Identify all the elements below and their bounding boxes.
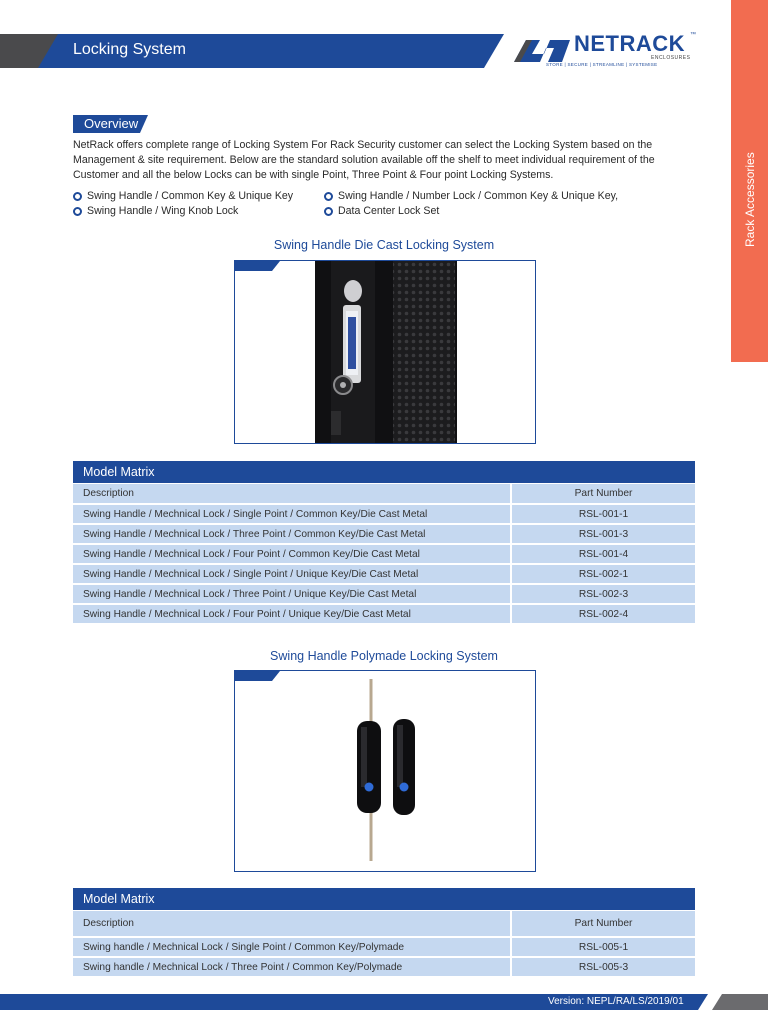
footer-version: Version: NEPL/RA/LS/2019/01 <box>548 996 684 1007</box>
row-description: Swing Handle / Mechnical Lock / Three Point / Unique Key/Die Cast Metal <box>73 584 511 604</box>
row-part-number: RSL-005-3 <box>511 957 695 977</box>
section-title-die-cast: Swing Handle Die Cast Locking System <box>273 238 495 252</box>
side-category-label: Rack Accessories <box>743 152 757 248</box>
table-header-row <box>73 484 695 504</box>
table-row <box>73 957 695 977</box>
polymade-handle-illustration <box>235 671 536 872</box>
column-header-description: Description <box>73 484 511 504</box>
bullet-item: Swing Handle / Wing Knob Lock <box>73 204 238 218</box>
table-row <box>73 564 695 584</box>
page-title: Locking System <box>73 41 186 58</box>
row-description: Swing Handle / Mechnical Lock / Single Point / Common Key/Die Cast Metal <box>73 504 511 524</box>
model-matrix-table-2 <box>73 911 695 978</box>
row-description: Swing handle / Mechnical Lock / Three Point / Common Key/Polymade <box>73 957 511 977</box>
row-part-number: RSL-002-1 <box>511 564 695 584</box>
column-header-description: Description <box>73 911 511 937</box>
row-description: Swing Handle / Mechnical Lock / Three Point / Common Key/Die Cast Metal <box>73 524 511 544</box>
model-matrix-heading-2: Model Matrix <box>73 888 695 910</box>
polymade-lock-photo <box>234 670 536 872</box>
section-title-polymade: Swing Handle Polymade Locking System <box>270 649 498 663</box>
footer-gray-band <box>712 994 768 1010</box>
model-matrix-heading-1: Model Matrix <box>73 461 695 483</box>
bullet-icon <box>324 207 333 216</box>
die-cast-lock-photo <box>234 260 536 444</box>
bullet-item: Data Center Lock Set <box>324 204 439 218</box>
table-header-row <box>73 911 695 937</box>
row-description: Swing handle / Mechnical Lock / Single Point / Common Key/Polymade <box>73 937 511 957</box>
bullet-item: Swing Handle / Common Key & Unique Key <box>73 189 293 203</box>
brand-tagline: STORE | SECURE | STREAMLINE | SYSTEMISE <box>546 62 658 67</box>
table-row <box>73 584 695 604</box>
row-part-number: RSL-001-3 <box>511 524 695 544</box>
brand-trademark: ™ <box>690 32 696 38</box>
row-part-number: RSL-002-3 <box>511 584 695 604</box>
bullet-icon <box>73 192 82 201</box>
row-part-number: RSL-002-4 <box>511 604 695 624</box>
row-part-number: RSL-001-1 <box>511 504 695 524</box>
column-header-part-number: Part Number <box>511 484 695 504</box>
row-part-number: RSL-001-4 <box>511 544 695 564</box>
table-row <box>73 544 695 564</box>
model-matrix-table-1 <box>73 484 695 625</box>
row-description: Swing Handle / Mechnical Lock / Four Point / Common Key/Die Cast Metal <box>73 544 511 564</box>
die-cast-handle-illustration <box>235 261 536 444</box>
bullet-item: Swing Handle / Number Lock / Common Key & Unique Key, <box>324 189 618 203</box>
bullet-icon <box>324 192 333 201</box>
brand-subtitle: ENCLOSURES <box>651 55 691 61</box>
overview-heading: Overview <box>84 116 139 131</box>
table-row <box>73 524 695 544</box>
table-row <box>73 504 695 524</box>
table-row <box>73 937 695 957</box>
overview-paragraph: NetRack offers complete range of Locking System For Rack Security customer can select the Locking System based on the Management & site requirement. Below are the standard solution available off the shelf to meet individual requirement of the Customer and all the below Locks can be with single Point, Three Point & Four point Locking Systems. <box>73 139 655 181</box>
brand-name: NETRACK <box>574 31 686 56</box>
table-row <box>73 604 695 624</box>
bullet-icon <box>73 207 82 216</box>
row-part-number: RSL-005-1 <box>511 937 695 957</box>
row-description: Swing Handle / Mechnical Lock / Single Point / Unique Key/Die Cast Metal <box>73 564 511 584</box>
column-header-part-number: Part Number <box>511 911 695 937</box>
row-description: Swing Handle / Mechnical Lock / Four Point / Unique Key/Die Cast Metal <box>73 604 511 624</box>
